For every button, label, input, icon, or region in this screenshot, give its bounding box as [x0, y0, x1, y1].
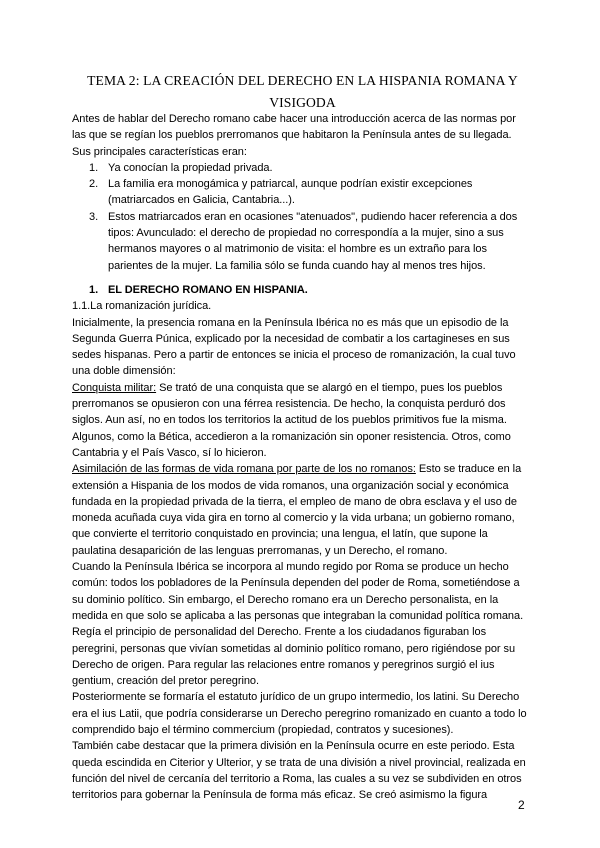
document-body — [72, 111, 532, 803]
paragraph: También cabe destacar que la primera división en la Península ocurre en este periodo. Esta queda escindida en Citerior y Ulterior, y se trata de una división a nivel provincial, realizada en función del nivel de cercanía del territorio a Roma, las cuales a su vez se subdividen en otros territorios para gobernar la Península de forma más eficaz. Se creó asimismo la figura — [72, 740, 526, 802]
paragraph: Posteriormente se formaría el estatuto jurídico de un grupo intermedio, los latini. Su Derecho era el ius Latii, que podría considerarse un Derecho peregrino romanizado en cuanto a todo lo comprendido bajo el término commercium (propiedad, contratos y sucesiones). — [72, 691, 527, 736]
list-item-text: Ya conocían la propiedad privada. — [108, 161, 273, 174]
conquista-paragraph — [72, 380, 532, 461]
list-item-text: La familia era monogámica y patriarcal, aunque podrían existir excepciones (matriarcados en Galicia, Cantabria...). — [108, 178, 473, 207]
list-item — [72, 176, 532, 209]
paragraph: Inicialmente, la presencia romana en la Península Ibérica no es más que un episodio de la Segunda Guerra Púnica, explicado por la necesidad de combatir a los cartagineses en sus sedes hispanas. Pero a partir de entonces se inicia el proceso de romanización, la cual tuvo una doble dimensión: — [72, 316, 516, 378]
conquista-label: Conquista militar: — [72, 381, 157, 394]
section-heading — [72, 282, 532, 298]
section-title: EL DERECHO ROMANO EN HISPANIA. — [108, 283, 308, 296]
list-number: 3. — [89, 210, 99, 223]
characteristics-list — [72, 160, 532, 274]
subsection-heading: 1.1.La romanización jurídica. — [72, 300, 212, 313]
page-number: 2 — [518, 798, 525, 812]
page-title: TEMA 2: LA CREACIÓN DEL DERECHO EN LA HISPANIA ROMANA Y VISIGODA — [87, 73, 518, 110]
paragraph: Cuando la Península Ibérica se incorpora al mundo regido por Roma se produce un hecho común: todos los pobladores de la Península dependen del poder de Roma, sometiéndose a su dominio político. Sin embargo, el Derecho romano era un Derecho personalista, en la medida en que solo se aplicaba a las personas que integraban la comunidad política romana. Regía el principio de personalidad del Derecho. Frente a los ciudadanos figuraban los peregrini, personas que vivían sometidas al dominio político romano, pero rigiéndose por su Derecho de origen. Para regular las relaciones entre romanos y peregrinos surgió el ius gentium, creación del pretor peregrino. — [72, 561, 524, 688]
list-number: 1. — [89, 161, 99, 174]
list-item-text: Estos matriarcados eran en ocasiones "atenuados", pudiendo hacer referencia a dos tipos: Avunculado: el derecho de propiedad no correspondía a la mujer, sino a sus hermanos mayores o al matrimonio de visita: el hombre es un extraño para los parientes de la mujer. La familia sólo se funda cuando hay al menos tres hijos. — [108, 210, 518, 272]
section-number: 1. — [89, 283, 99, 296]
asimilacion-paragraph — [72, 461, 532, 559]
asimilacion-text: Esto se traduce en la extensión a Hispania de los modos de vida romanos, una organización social y económica fundada en la propiedad privada de la tierra, el empleo de mano de obra esclava y el uso de moneda acuñada cuya vida gira en torno al comercio y la vida urbana; un gobierno romano, que convierte el territorio conquistado en provincia; una lengua, el latín, que supone la paulatina desaparición de las lenguas prerromanas, y un Derecho, el romano. — [72, 463, 522, 557]
intro-paragraph: Antes de hablar del Derecho romano cabe hacer una introducción acerca de las normas por las que se regían los pueblos prerromanos que habitaron la Península antes de su llegada. Sus principales características eran: — [72, 113, 516, 158]
list-item — [72, 209, 532, 274]
conquista-text: Se trató de una conquista que se alargó en el tiempo, pues los pueblos prerromanos se opusieron con una férrea resistencia. De hecho, la conquista perduró dos siglos. Aun así, no en todos los territorios la actitud de los pueblos primitivos fue la misma. Algunos, como la Bética, accedieron a la romanización sin oponer resistencia. Otros, como Cantabria y el País Vasco, sí lo hicieron. — [72, 381, 511, 459]
list-item — [72, 160, 532, 176]
list-number: 2. — [89, 178, 99, 191]
asimilacion-label: Asimilación de las formas de vida romana por parte de los no romanos: — [72, 463, 416, 476]
